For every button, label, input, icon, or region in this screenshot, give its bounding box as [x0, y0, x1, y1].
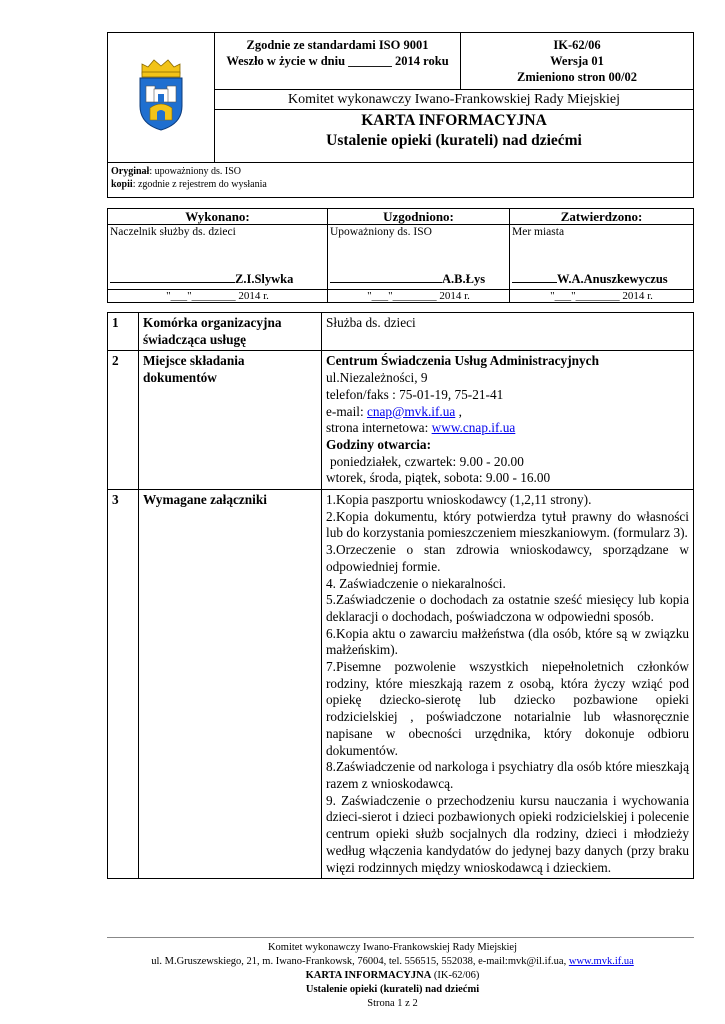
signature-line: [330, 272, 442, 283]
page-footer: [60, 941, 725, 1011]
opening-hours-tue-sat: wtorek, środa, piątek, sobota: 9.00 - 16.00: [326, 470, 551, 486]
info-table: [107, 312, 694, 879]
service-center-name: Centrum Świadczenia Usług Administracyjnych: [326, 353, 599, 369]
list-item: 3.Orzeczenie o stan zdrowia wnioskodawcy, sporządzane w odpowiedniej formie.: [326, 542, 689, 574]
table-row: [108, 351, 694, 490]
approval-table: [107, 208, 694, 303]
email-suffix: ,: [455, 403, 462, 419]
footer-address: [60, 955, 725, 969]
footer-website-link[interactable]: www.mvk.if.ua: [568, 956, 634, 967]
email-prefix: e-mail:: [326, 403, 367, 419]
service-unit-value: Służba ds. dzieci: [322, 313, 694, 351]
list-item: 5.Zaświadczenie o dochodach za ostatnie sześć miesięcy lub kopia deklaracji o dochodach, poświadczona w odpowiedni sposób.: [326, 592, 689, 624]
row-label: Miejsce składania dokumentów: [139, 351, 322, 490]
center-phone: telefon/faks : 75-01-19, 75-21-41: [326, 386, 504, 402]
approved-header: Zatwierdzono:: [510, 209, 694, 225]
footer-doc-subtitle: Ustalenie opieki (kurateli) nad dziećmi: [305, 984, 480, 995]
agreed-role: Upoważniony ds. ISO: [330, 226, 432, 238]
date-placeholder: "___"________: [367, 290, 437, 302]
website-link[interactable]: www.cnap.if.ua: [431, 420, 516, 436]
submission-place-value: [322, 351, 694, 490]
list-item: 6.Kopia aktu o zawarciu małżeństwa (dla osób, które są w związku małżeńskim).: [326, 625, 689, 658]
row-label: Wymagane załączniki: [139, 490, 322, 879]
title-cell: [215, 90, 694, 163]
center-web-line: [326, 420, 689, 437]
list-item: 4. Zaświadczenie o niekaralności.: [326, 575, 506, 591]
executed-header: Wykonano:: [108, 209, 328, 225]
document-ref-cell: [461, 33, 694, 90]
iso-standard-cell: [215, 33, 461, 90]
document-code: IK-62/06: [553, 38, 601, 52]
footer-doc-code: (IK-62/06): [431, 970, 480, 981]
coat-of-arms-icon: [136, 58, 186, 132]
footer-committee: Komitet wykonawczy Iwano-Frankowskiej Rady Miejskiej: [267, 942, 518, 953]
approved-date: [510, 290, 694, 303]
document-version: Wersja 01: [550, 54, 604, 68]
required-attachments-list: [322, 490, 694, 879]
signature-line: [110, 272, 235, 283]
executed-role: Naczelnik służby ds. dzieci: [110, 226, 236, 238]
distribution-cell: [108, 163, 694, 198]
executed-signature: [110, 272, 325, 287]
original-line: [111, 165, 690, 178]
email-link[interactable]: cnap@mvk.if.ua: [366, 403, 456, 419]
footer-doc-title: KARTA INFORMACYJNA: [305, 970, 432, 981]
date-placeholder: "___"________: [550, 290, 620, 302]
web-prefix: strona internetowa:: [326, 420, 432, 436]
list-item: 8.Zaświadczenie od narkologa i psychiatry dla osób które mieszkają razem z wnioskodawcą.: [326, 759, 689, 791]
agreed-date: [328, 290, 510, 303]
copies-label: kopii: [111, 179, 133, 190]
center-email-line: [326, 404, 689, 421]
copies-line: [111, 178, 690, 191]
committee-name: Komitet wykonawczy Iwano-Frankowskiej Rady Miejskiej: [215, 90, 693, 110]
footer-divider: [107, 937, 694, 938]
date-year: 2014 r.: [439, 290, 470, 302]
list-item: 9. Zaświadczenie o przechodzeniu kursu nauczania i wychowania dzieci-sierot i dzieci pozbawionych opieki rodzicielskiej i polecenie centrum opieki służb socjalnych dla rodziny, dzieci i młodzieży według włączenia kandydatów do jedynej bazy danych (przy braku więzi rodzinnych między wnioskodawcą i dzieckiem.: [326, 792, 689, 875]
row-number: 2: [108, 351, 139, 490]
original-value: : upoważniony ds. ISO: [149, 166, 242, 177]
list-item: 2.Kopia dokumentu, który potwierdza tytuł prawny do własności lub do korzystania pomieszczeniem mieszkaniowym. (formularz 3).: [326, 508, 689, 541]
signature-line: [512, 272, 557, 283]
approved-name: W.A.Anuszkewyczus: [557, 272, 668, 286]
copies-value: : zgodnie z rejestrem do wysłania: [132, 179, 267, 190]
date-year: 2014 r.: [238, 290, 269, 302]
list-item: 1.Kopia paszportu wnioskodawcy (1,2,11 strony).: [326, 492, 592, 508]
effective-date-line: Weszło w życie w dniu _______ 2014 roku: [226, 54, 449, 68]
document-title: KARTA INFORMACYJNA: [361, 112, 547, 129]
center-address: ul.Niezależności, 9: [326, 370, 428, 386]
iso-standard-line: Zgodnie ze standardami ISO 9001: [246, 38, 429, 52]
table-row: [108, 313, 694, 351]
row-number: 1: [108, 313, 139, 351]
document-subtitle: Ustalenie opieki (kurateli) nad dziećmi: [326, 132, 582, 149]
footer-address-text: ul. M.Gruszewskiego, 21, m. Iwano-Frankowsk, 76004, tel. 556515, 552038, e-mail:mvk@il.if.ua,: [151, 956, 569, 967]
agreed-signature: [330, 272, 507, 287]
agreed-cell: [328, 225, 510, 290]
table-row: [108, 490, 694, 879]
row-label: Komórka organizacyjna świadcząca usługę: [139, 313, 322, 351]
document-header: [107, 32, 694, 198]
date-placeholder: "___"________: [166, 290, 236, 302]
page-number: Strona 1 z 2: [367, 998, 418, 1009]
date-year: 2014 r.: [622, 290, 653, 302]
executed-date: [108, 290, 328, 303]
approved-cell: [510, 225, 694, 290]
original-label: Oryginał: [111, 166, 150, 177]
logo-cell: [108, 33, 215, 163]
agreed-name: A.B.Łys: [442, 272, 486, 286]
approved-role: Mer miasta: [512, 226, 565, 238]
executed-cell: [108, 225, 328, 290]
opening-hours-mon-thu: poniedziałek, czwartek: 9.00 - 20.00: [330, 453, 524, 469]
opening-hours-title: Godziny otwarcia:: [326, 436, 432, 452]
executed-name: Z.I.Slywka: [235, 272, 294, 286]
pages-changed: Zmieniono stron 00/02: [517, 70, 637, 84]
agreed-header: Uzgodniono:: [328, 209, 510, 225]
footer-doc-ref: [60, 969, 725, 983]
list-item: 7.Pisemne pozwolenie wszystkich niepełnoletnich członków rodziny, które mieszkają razem z osobą, która życzy wziąć pod opiekę dziecko-sierotę lub dziecko pozbawione opieki rodzicielskiej , poświadczone notarialnie lub własnoręcznie napisane w obecności urzędnika, który dokonuje odbioru dokumentów.: [326, 659, 689, 758]
row-number: 3: [108, 490, 139, 879]
approved-signature: [512, 272, 691, 287]
